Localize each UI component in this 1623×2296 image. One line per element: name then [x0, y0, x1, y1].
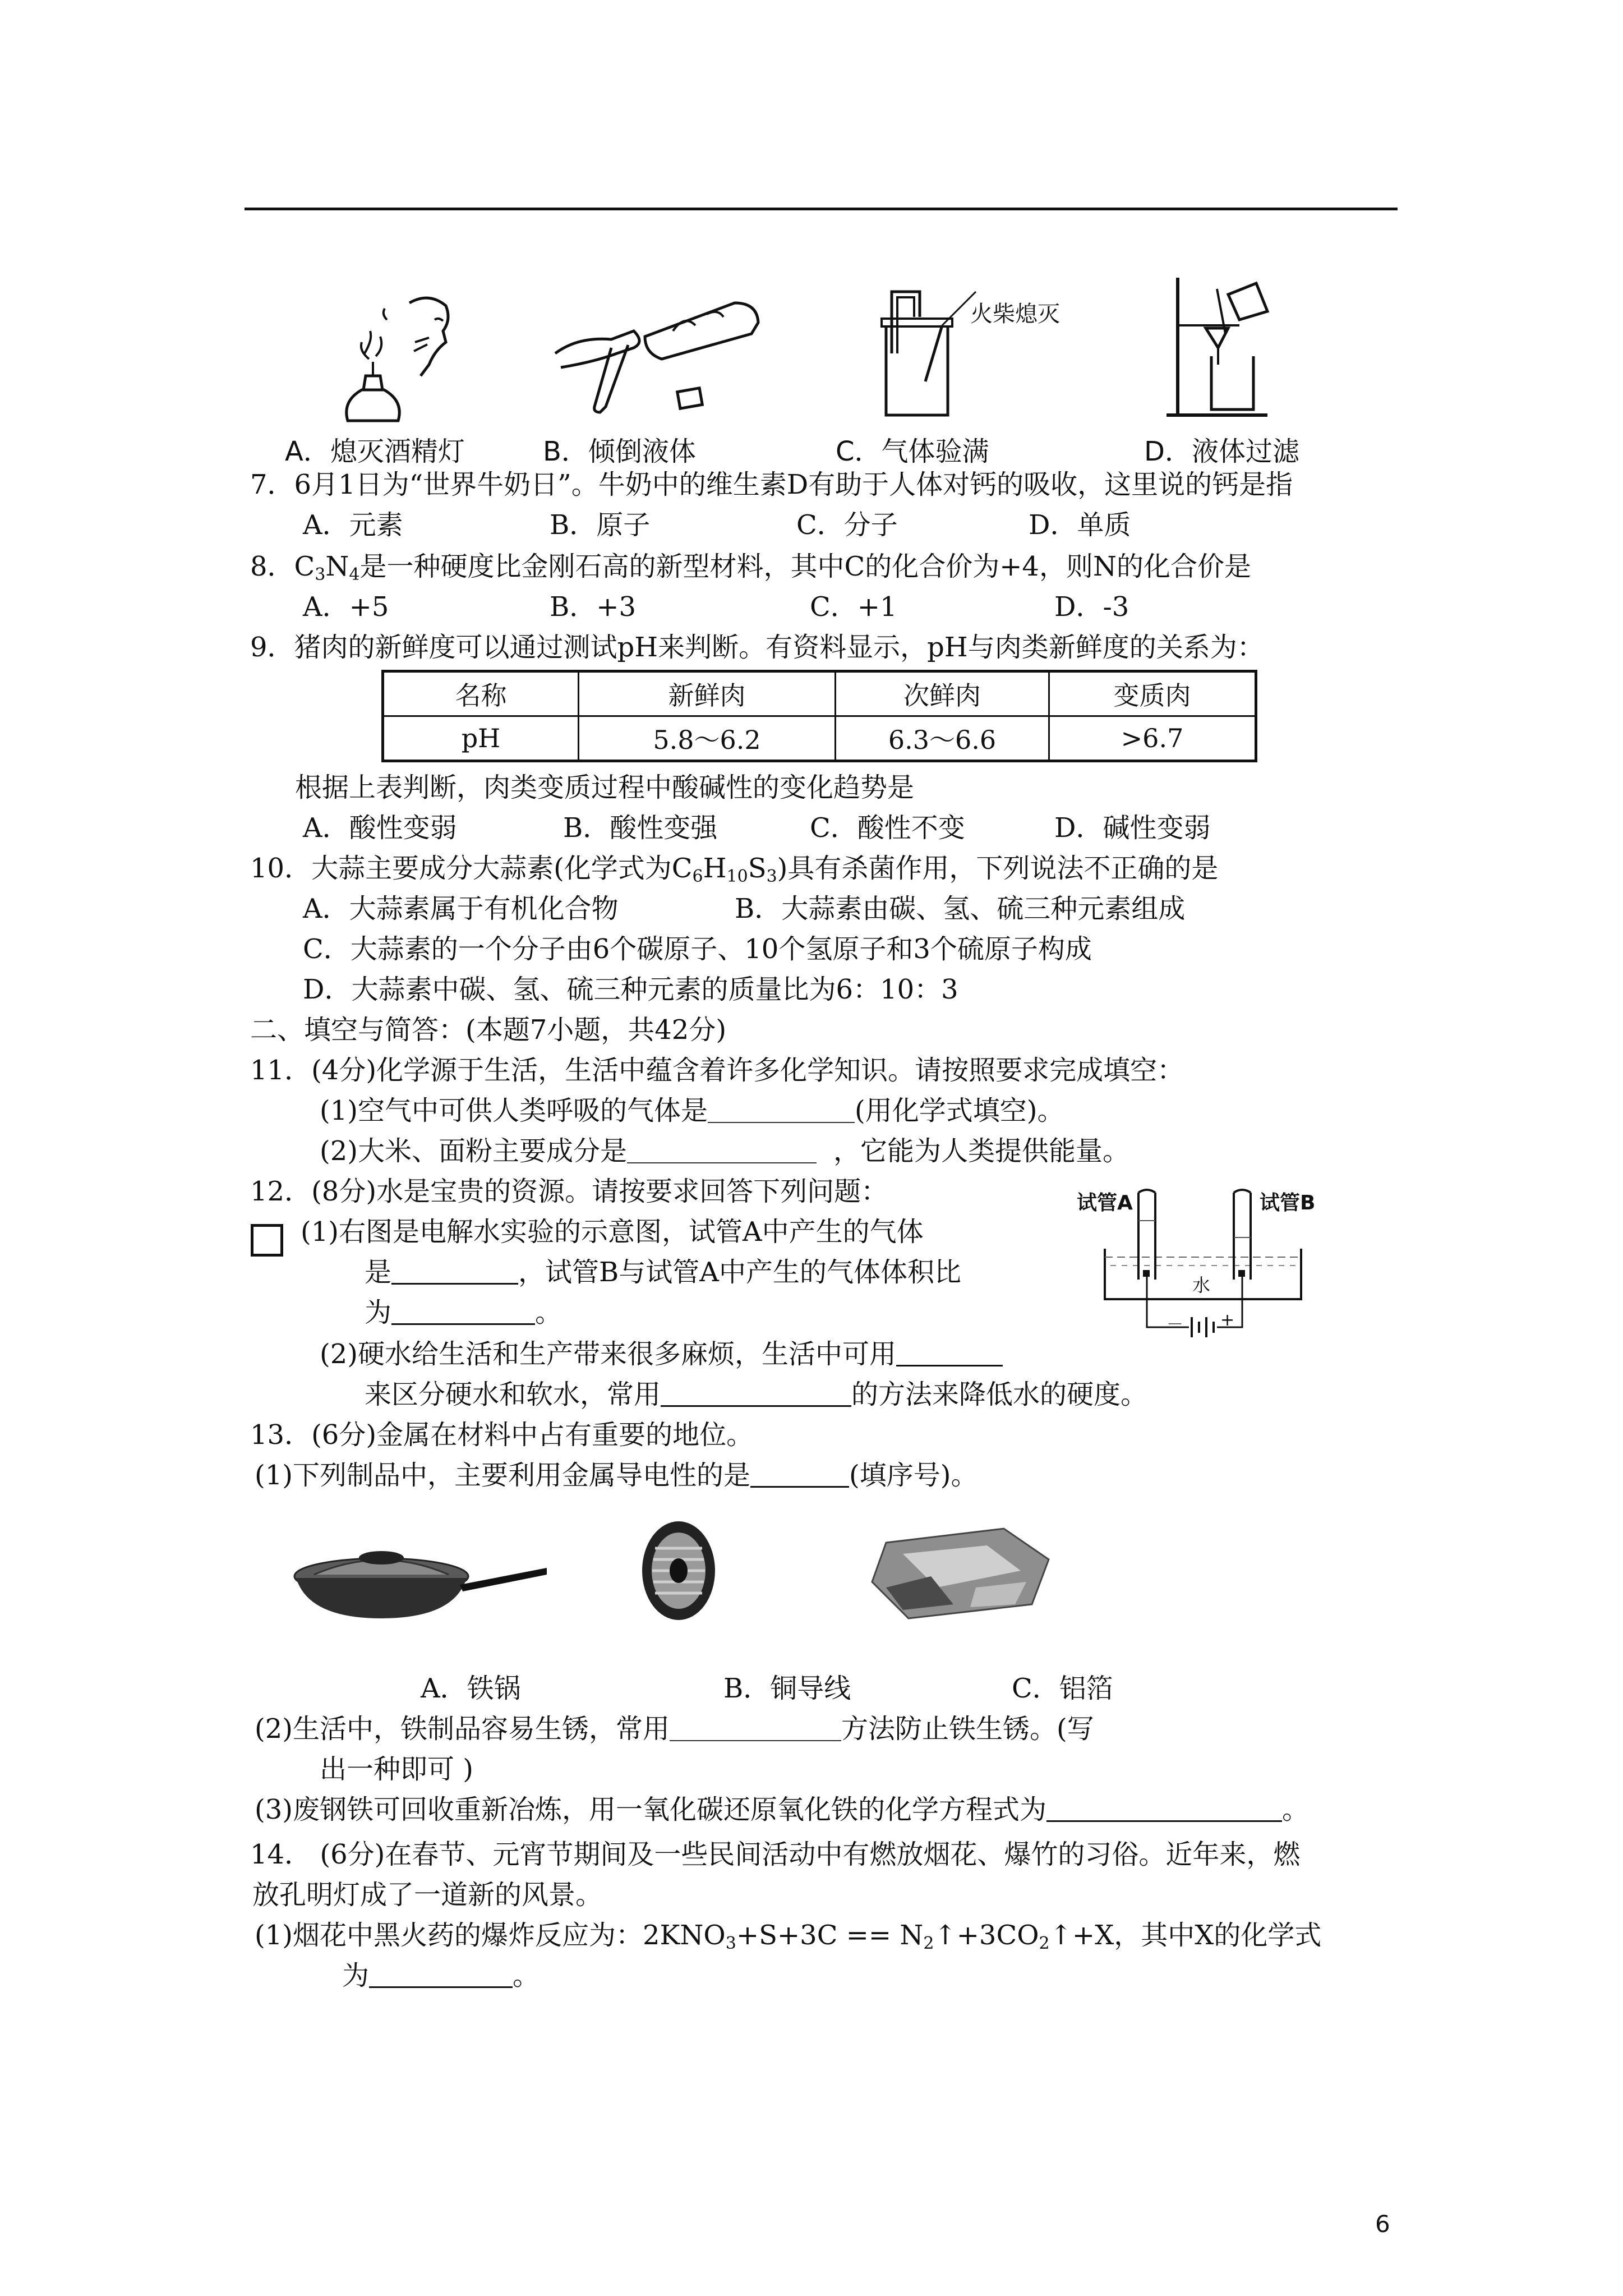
answer-blank[interactable]	[391, 1257, 518, 1285]
q9-option-b: B．酸性变强	[563, 812, 718, 844]
q13-stem: 13．(6分)金属在材料中占有重要的地位。	[250, 1419, 754, 1451]
q7-option-c: C．分子	[796, 509, 898, 541]
q14-part-1-line-2: 为 。	[342, 1960, 540, 1991]
answer-blank[interactable]	[750, 1460, 849, 1488]
experiment-option-c: C．气体验满	[836, 436, 989, 467]
ph-freshness-table	[381, 670, 1257, 762]
electrolysis-diagram	[1077, 1187, 1335, 1338]
q12-part-2-line-2: 来区分硬水和软水，常用 的方法来降低水的硬度。	[365, 1379, 1148, 1410]
q10-option-b: B．大蒜素由碳、氢、硫三种元素组成	[735, 893, 1186, 924]
answer-blank[interactable]	[661, 1379, 851, 1407]
q14-stem-line-1: 14． (6分)在春节、元宵节期间及一些民间活动中有燃放烟花、爆竹的习俗。近年来，燃	[250, 1839, 1301, 1870]
checkbox[interactable]	[251, 1224, 283, 1257]
alcohol-lamp-figure	[331, 286, 482, 426]
section-heading: 二、填空与简答：(本题7小题，共42分)	[250, 1014, 727, 1046]
answer-blank[interactable]	[896, 1339, 1003, 1366]
q14-part-1: (1)烟花中黑火药的爆炸反应为：$2KNO_3+S+3C$ == $N_2↑+3CO_2↑+X$，其中X的化学式	[255, 1920, 1322, 1953]
q12-stem: 12．(8分)水是宝贵的资源。请按要求回答下列问题：	[250, 1176, 888, 1207]
q13-option-b: B．铜导线	[723, 1673, 851, 1704]
q11-part-1: (1)空气中可供人类呼吸的气体是 (用化学式填空)。	[320, 1095, 1064, 1126]
answer-blank[interactable]	[1046, 1795, 1282, 1822]
q13-option-c: C．铝箔	[1012, 1673, 1113, 1704]
q13-part-2: (2)生活中，铁制品容易生锈，常用 方法防止铁生锈。(写	[255, 1713, 1094, 1745]
q7-option-a: A．元素	[303, 509, 403, 541]
q13-part-2-line-2: 出一种即可 )	[320, 1754, 473, 1785]
q9-stem: 9．猪肉的新鲜度可以通过测试pH来判断。有资料显示，pH与肉类新鲜度的关系为：	[250, 632, 1264, 663]
q11-part-2: (2)大米、面粉主要成分是 ，它能为人类提供能量。	[320, 1135, 1130, 1167]
answer-blank[interactable]	[627, 1137, 817, 1163]
answer-blank[interactable]	[369, 1961, 513, 1988]
q9-option-a: A．酸性变弱	[303, 812, 457, 844]
q12-part-2-line-1: (2)硬水给生活和生产带来很多麻烦，生活中可用	[320, 1337, 1003, 1371]
q9-option-d: D．碱性变弱	[1054, 812, 1211, 844]
q13-part-3: (3)废钢铁可回收重新冶炼，用一氧化碳还原氧化铁的化学方程式为 。	[255, 1794, 1310, 1825]
q8-option-c: C．+1	[810, 591, 897, 623]
filtration-figure	[1155, 272, 1301, 424]
q11-stem: 11．(4分)化学源于生活，生活中蕴含着许多化学知识。请按照要求完成填空：	[250, 1055, 1184, 1086]
q10-option-a: A．大蒜素属于有机化合物	[303, 893, 619, 924]
experiment-option-b: B．倾倒液体	[543, 436, 696, 467]
answer-blank[interactable]	[670, 1714, 841, 1741]
q8-stem: 8．$C_3N_4$是一种硬度比金刚石高的新型材料，其中C的化合价为+4，则N的化合价是	[250, 551, 1251, 585]
aluminum-foil-image	[864, 1520, 1066, 1627]
q12-part-1-line-2: 是 ，试管B与试管A中产生的气体体积比	[365, 1257, 961, 1288]
experiment-option-d: D．液体过滤	[1144, 436, 1299, 467]
q13-option-a: A．铁锅	[421, 1673, 521, 1704]
copper-wire-spool-image	[623, 1515, 735, 1627]
q9-follow-up: 根据上表判断，肉类变质过程中酸碱性的变化趋势是	[295, 772, 915, 803]
q9-option-c: C．酸性不变	[810, 812, 965, 844]
tube-a-label: 试管A	[1077, 1191, 1133, 1214]
q8-option-b: B．+3	[550, 591, 637, 623]
match-label: 火柴熄灭	[970, 301, 1060, 327]
q10-stem: 10．大蒜主要成分大蒜素(化学式为$C_6H_{10}S_3$)具有杀菌作用，下列说法不正确的是	[250, 853, 1219, 886]
q14-stem-line-2: 放孔明灯成了一道新的风景。	[252, 1879, 603, 1911]
water-label: 水	[1192, 1274, 1211, 1296]
top-rule	[245, 208, 1398, 210]
tube-b-label: 试管B	[1260, 1191, 1316, 1214]
pour-liquid-figure	[550, 292, 774, 415]
q8-option-d: D．-3	[1054, 591, 1129, 623]
table-header-row: 名称 新鲜肉 次鲜肉 变质肉	[383, 671, 1256, 716]
page-number: 6	[1375, 2210, 1390, 2238]
q7-option-d: D．单质	[1029, 509, 1131, 541]
q7-option-b: B．原子	[550, 509, 651, 541]
q12-part-1-line-1: (1)右图是电解水实验的示意图，试管A中产生的气体	[301, 1216, 924, 1248]
table-row: pH 5.8～6.2 6.3～6.6 >6.7	[383, 716, 1256, 761]
q10-option-c: C．大蒜素的一个分子由6个碳原子、10个氢原子和3个硫原子构成	[303, 933, 1092, 965]
answer-blank[interactable]	[708, 1096, 855, 1123]
plus-label: +	[1220, 1310, 1235, 1330]
q13-part-1: (1)下列制品中，主要利用金属导电性的是 (填序号)。	[255, 1460, 978, 1491]
experiment-option-a: A．熄灭酒精灯	[285, 436, 465, 467]
q7-stem: 7．6月1日为“世界牛奶日”。牛奶中的维生素D有助于人体对钙的吸收，这里说的钙是指	[250, 469, 1293, 500]
q8-option-a: A．+5	[303, 591, 389, 623]
q12-part-1-line-3: 为 。	[365, 1297, 562, 1328]
iron-wok-image	[292, 1534, 550, 1630]
minus-label: －	[1166, 1315, 1183, 1335]
q10-option-d: D．大蒜素中碳、氢、硫三种元素的质量比为6：10：3	[303, 974, 958, 1005]
answer-blank[interactable]	[391, 1297, 535, 1325]
